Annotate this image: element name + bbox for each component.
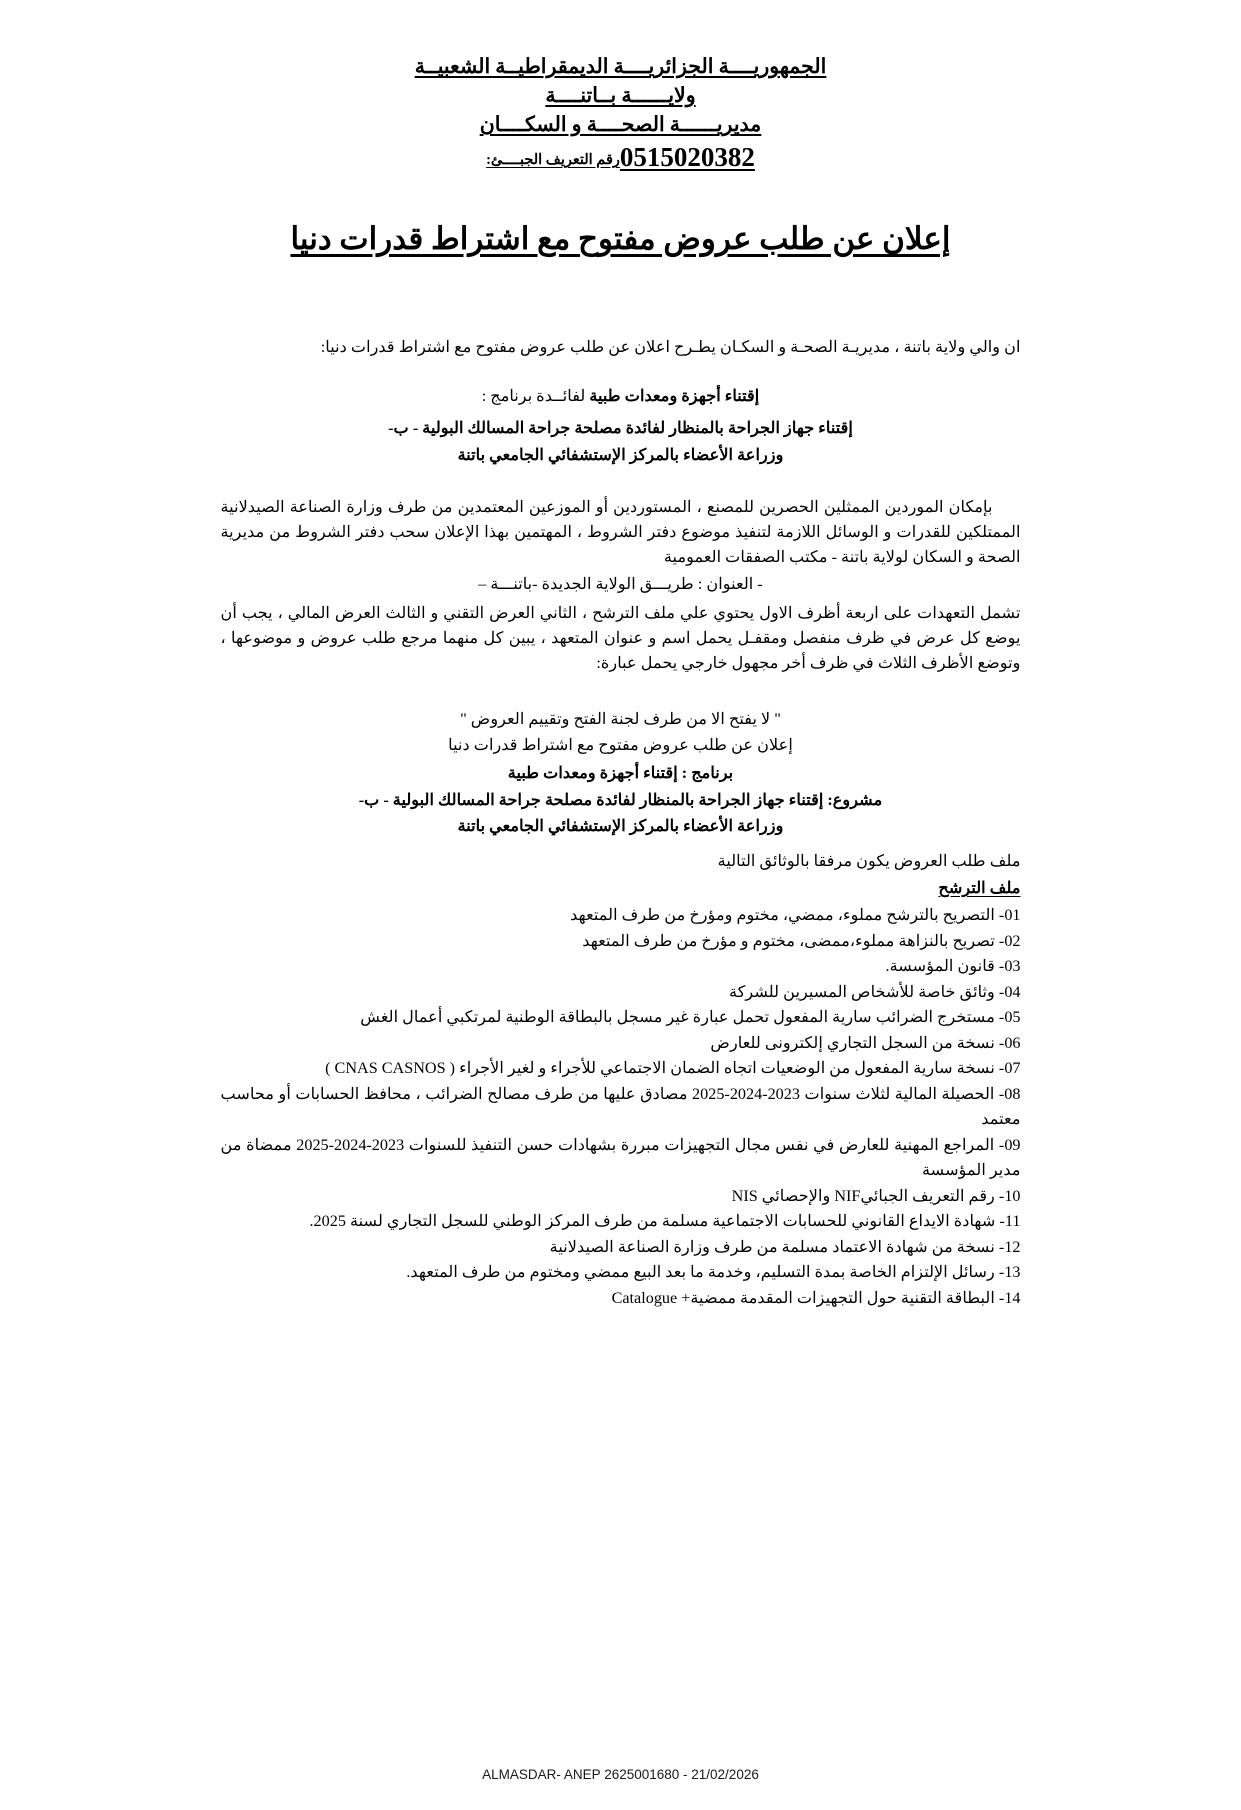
document-body <box>221 335 1021 1311</box>
header-line-wilaya: ولايــــــة بــاتنــــة <box>545 85 696 107</box>
header-line-republic: الجمهوريــــة الجزائريــــة الديمقراطيــة الشعبيــة <box>414 56 827 78</box>
list-item: 08- الحصيلة المالية لثلاث سنوات 2023-2024-2025 مصادق عليها من طرف مصالح الضرائب ، محافظ الحسابات أو محاسب معتمد <box>220 1084 1021 1128</box>
tax-id-label: رقم التعريف الجبــــئ: <box>486 152 620 168</box>
envelope-inscription-block <box>221 706 1021 839</box>
list-item: 14- البطاقة التقنية حول التجهيزات المقدمة ممضية+ Catalogue <box>611 1288 1021 1307</box>
document-header <box>0 55 1241 173</box>
list-item: 04- وثائق خاصة للأشخاص المسيرين للشركة <box>729 982 1021 1001</box>
address-line: - العنوان : طريـــق الولاية الجديدة -باتنـــة – <box>478 575 763 593</box>
required-documents-list <box>221 903 1021 1311</box>
section-title-candidacy-file: ملف الترشح <box>938 879 1021 897</box>
project-line-2: وزراعة الأعضاء بالمركز الإستشفائي الجامعي باتنة <box>457 446 784 464</box>
list-item: 10- رقم التعريف الجبائيNIF والإحصائي NIS <box>731 1186 1021 1205</box>
inscription-line-4: مشروع: إقتناء جهاز الجراحة بالمنظار لفائدة مصلحة جراحة المسالك البولية - ب- <box>358 791 883 809</box>
list-item: 11- شهادة الايداع القانوني للحسابات الاجتماعية مسلمة من طرف المركز الوطني للسجل التجاري لسنة 2025. <box>309 1212 1021 1230</box>
list-item: 02- تصريح بالنزاهة مملوء،ممضى، مختوم و مؤرخ من طرف المتعهد <box>582 931 1021 950</box>
page-title: إعلان عن طلب عروض مفتوح مع اشتراط قدرات دنيا <box>290 221 951 256</box>
document-page <box>0 55 1241 1810</box>
intro-paragraph: ان والي ولاية باتنة ، مديريـة الصحـة و السكـان يطـرح اعلان عن طلب عروض مفتوح مع اشتراط قدرات دنيا: <box>320 338 1021 356</box>
tax-id-number: 0515020382 <box>619 142 755 172</box>
project-line-1: إقتناء جهاز الجراحة بالمنظار لفائدة مصلحة جراحة المسالك البولية - ب- <box>388 419 853 437</box>
program-line <box>221 384 1021 409</box>
program-value: إقتناء أجهزة ومعدات طبية <box>589 387 760 405</box>
header-line-directorate: مديريــــــة الصحــــة و السكــــان <box>479 114 762 136</box>
inscription-line-1: " لا يفتح الا من طرف لجنة الفتح وتقييم العروض " <box>460 710 781 728</box>
program-label: لفائــدة برنامج : <box>481 387 586 405</box>
inscription-line-3: برنامج : إقتناء أجهزة ومعدات طبية <box>507 764 734 782</box>
list-item: 06- نسخة من السجل التجاري إلكترونى للعارض <box>710 1033 1021 1052</box>
list-item: 13- رسائل الإلتزام الخاصة بمدة التسليم، وخدمة ما بعد البيع ممضي ومختوم من طرف المتعهد. <box>406 1263 1021 1281</box>
list-item: 03- قانون المؤسسة. <box>885 957 1021 975</box>
attachment-note: ملف طلب العروض يكون مرفقا بالوثائق التالية <box>717 852 1021 870</box>
list-item: 09- المراجع المهنية للعارض في نفس مجال التجهيزات مبررة بشهادات حسن التنفيذ للسنوات 2023-2024-2025 ممضاة من مدير المؤسسة <box>220 1135 1021 1179</box>
inscription-line-2: إعلان عن طلب عروض مفتوح مع اشتراط قدرات دنيا <box>448 736 793 754</box>
tax-identification-line <box>0 142 1241 173</box>
project-line <box>221 415 1021 469</box>
list-item: 05- مستخرج الضرائب سارية المفعول تحمل عبارة غير مسجل بالبطاقة الوطنية لمرتكبي أعمال الغش <box>360 1008 1021 1026</box>
footer-reference: ALMASDAR- ANEP 2625001680 - 21/02/2026 <box>482 1767 759 1782</box>
list-item: 01- التصريح بالترشح مملوء، ممضي، مختوم ومؤرخ من طرف المتعهد <box>570 906 1021 924</box>
envelopes-paragraph: تشمل التعهدات على اربعة أظرف الاول يحتوي علي ملف الترشح ، الثاني العرض التقني و الثالث العرض المالي ، يجب أن يوضع كل عرض في ظرف منفصل ومقفـل يحمل اسم و عنوان المتعهد ، يبين كل منهما مرجع طلب عروض و موضوعها ، وتوضع الأظرف الثلاث في ظرف أخر مجهول خارجي يحمل عبارة: <box>220 604 1021 672</box>
list-item: 07- نسخة سارية المفعول من الوضعيات اتجاه الضمان الاجتماعي للأجراء و لغير الأجراء ( CNAS CASNOS ) <box>325 1059 1021 1077</box>
conditions-paragraph: بإمكان الموردين الممثلين الحصرين للمصنع ، المستوردين أو الموزعين المعتمدين من طرف وزارة الصناعة الصيدلانية الممتلكين للقدرات و الوسائل اللازمة لتنفيذ موضوع دفتر الشروط ، المهتمين بهذا الإعلان سحب دفتر الشروط من مديرية الصحة و السكان لولاية باتنة - مكتب الصفقات العمومية <box>220 498 1021 566</box>
list-item: 12- نسخة من شهادة الاعتماد مسلمة من طرف وزارة الصناعة الصيدلانية <box>549 1237 1021 1256</box>
inscription-line-5: وزراعة الأعضاء بالمركز الإستشفائي الجامعي باتنة <box>457 817 784 835</box>
